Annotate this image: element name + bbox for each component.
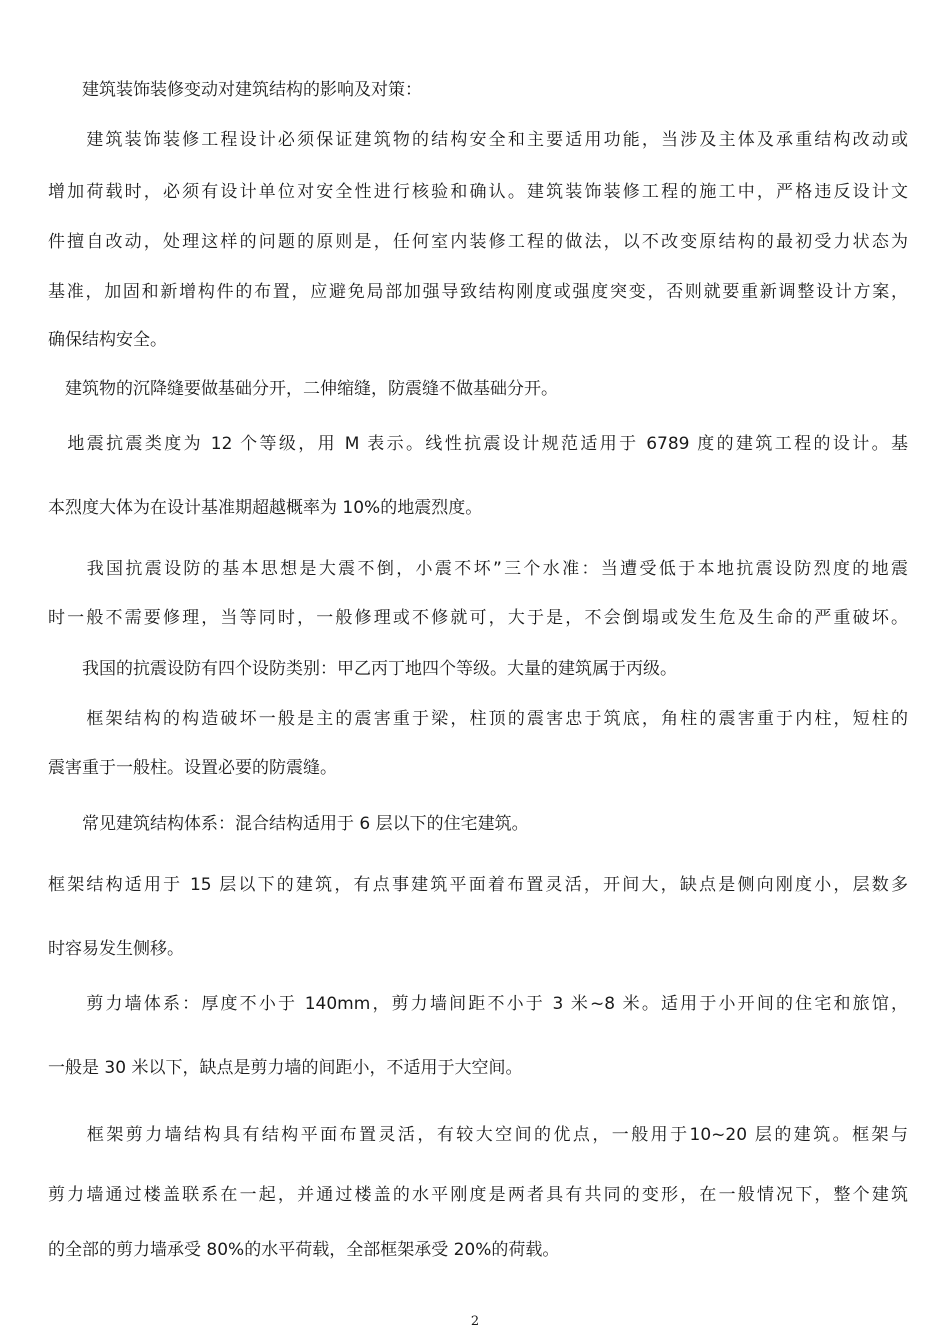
paragraph-line: 时容易发生侧移。 <box>48 939 184 959</box>
paragraph-line: 本烈度大体为在设计基准期超越概率为 10%的地震烈度。 <box>48 498 483 518</box>
paragraph-line: 我国的抗震设防有四个设防类别：甲乙丙丁地四个等级。大量的建筑属于丙级。 <box>48 659 677 679</box>
paragraph-line: 时一般不需要修理，当等同时，一般修理或不修就可，大于是，不会倒塌或发生危及生命的严重破坏。 <box>48 608 908 628</box>
page-number: 2 <box>470 1314 480 1329</box>
paragraph-line: 确保结构安全。 <box>48 330 167 350</box>
paragraph-line: 基准，加固和新增构件的布置，应避免局部加强导致结构刚度或强度突变，否则就要重新调整设计方案， <box>48 282 908 302</box>
paragraph-line: 剪力墙体系：厚度不小于 140mm，剪力墙间距不小于 3 米~8 米。适用于小开间的住宅和旅馆， <box>48 994 908 1014</box>
paragraph-line: 框架结构适用于 15 层以下的建筑，有点事建筑平面着布置灵活，开间大，缺点是侧向刚度小，层数多 <box>48 875 908 895</box>
paragraph-line: 地震抗震类度为 12 个等级，用 M 表示。线性抗震设计规范适用于 6789 度的建筑工程的设计。基 <box>48 434 908 454</box>
paragraph-line: 我国抗震设防的基本思想是大震不倒，小震不坏”三个水准：当遭受低于本地抗震设防烈度的地震 <box>48 559 908 579</box>
paragraph-line: 的全部的剪力墙承受 80%的水平荷载，全部框架承受 20%的荷载。 <box>48 1240 560 1260</box>
paragraph-line: 件擅自改动，处理这样的问题的原则是，任何室内装修工程的做法，以不改变原结构的最初受力状态为 <box>48 232 908 252</box>
paragraph-line: 剪力墙通过楼盖联系在一起，并通过楼盖的水平刚度是两者具有共同的变形，在一般情况下，整个建筑 <box>48 1185 908 1205</box>
paragraph-line: 建筑装饰装修工程设计必须保证建筑物的结构安全和主要适用功能，当涉及主体及承重结构改动或 <box>48 130 908 150</box>
paragraph-line: 框架结构的构造破坏一般是主的震害重于梁，柱顶的震害忠于筑底，角柱的震害重于内柱，短柱的 <box>48 709 908 729</box>
paragraph-line: 一般是 30 米以下，缺点是剪力墙的间距小，不适用于大空间。 <box>48 1058 523 1078</box>
paragraph-line: 框架剪力墙结构具有结构平面布置灵活，有较大空间的优点，一般用于10~20 层的建筑。框架与 <box>48 1125 908 1145</box>
paragraph-line: 建筑物的沉降缝要做基础分开，二伸缩缝，防震缝不做基础分开。 <box>48 379 558 399</box>
paragraph-line: 常见建筑结构体系：混合结构适用于 6 层以下的住宅建筑。 <box>48 814 529 834</box>
section-heading: 建筑装饰装修变动对建筑结构的影响及对策： <box>48 80 422 100</box>
paragraph-line: 增加荷载时，必须有设计单位对安全性进行核验和确认。建筑装饰装修工程的施工中，严格违反设计文 <box>48 182 908 202</box>
paragraph-line: 震害重于一般柱。设置必要的防震缝。 <box>48 758 337 778</box>
